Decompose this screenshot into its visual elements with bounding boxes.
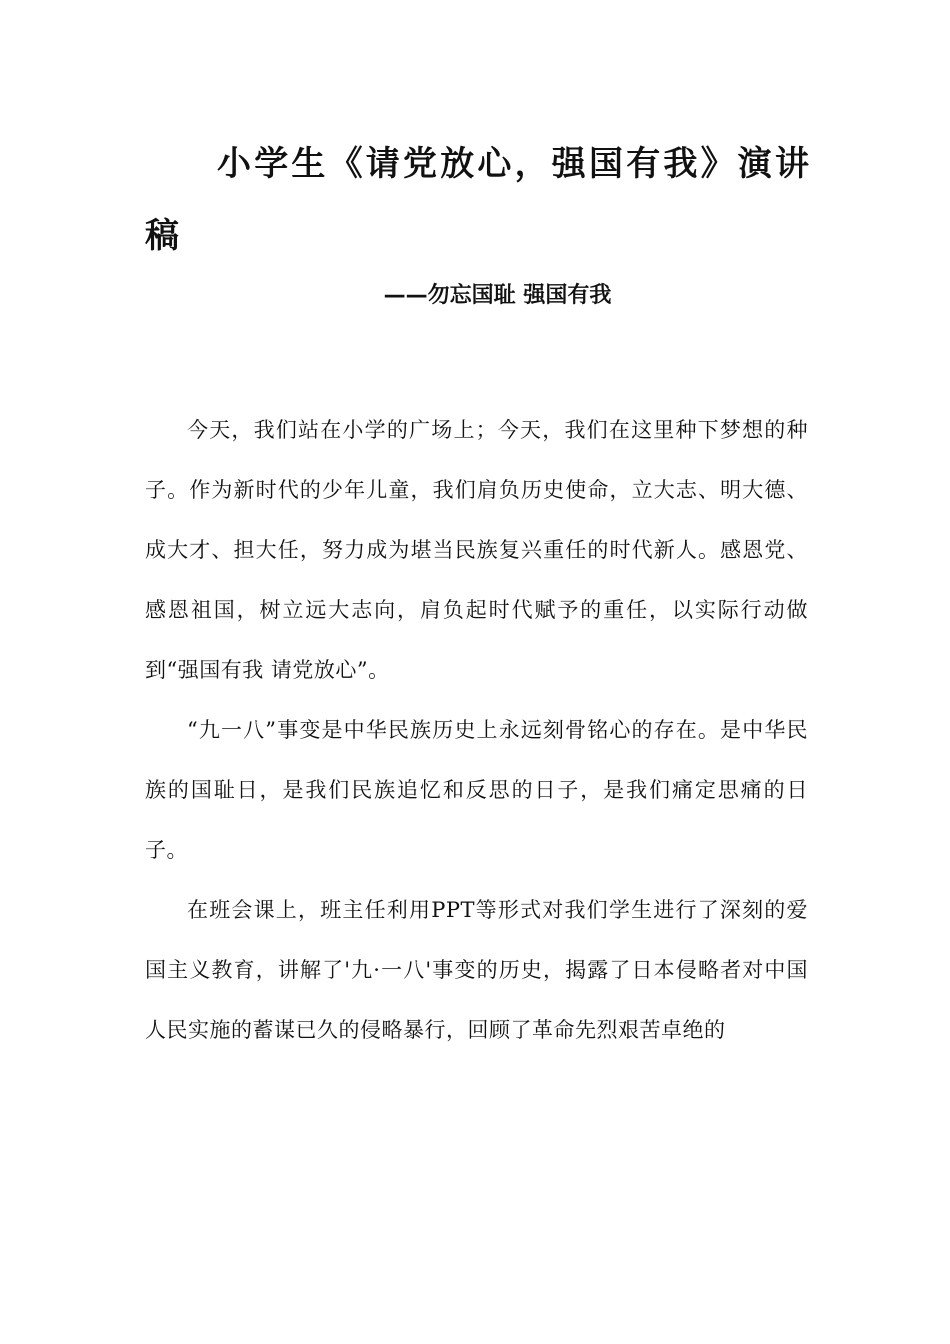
paragraph: “九一八”事变是中华民族历史上永远刻骨铭心的存在。是中华民族的国耻日，是我们民族追忆和反思的日子，是我们痛定思痛的日子。 <box>145 718 808 862</box>
document-subtitle: ——勿忘国耻 强国有我 <box>383 283 612 308</box>
document-body <box>145 400 808 1060</box>
document-title: 小学生《请党放心，强国有我》演讲稿 <box>145 144 810 256</box>
paragraph: 在班会课上，班主任利用PPT等形式对我们学生进行了深刻的爱国主义教育，讲解了'九·一八'事变的历史，揭露了日本侵略者对中国人民实施的蓄谋已久的侵略暴行，回顾了革命先烈艰苦卓绝的 <box>145 898 808 1042</box>
paragraph: 今天，我们站在小学的广场上；今天，我们在这里种下梦想的种子。作为新时代的少年儿童，我们肩负历史使命，立大志、明大德、成大才、担大任，努力成为堪当民族复兴重任的时代新人。感恩党、感恩祖国，树立远大志向，肩负起时代赋予的重任，以实际行动做到“强国有我 请党放心”。 <box>145 418 808 682</box>
